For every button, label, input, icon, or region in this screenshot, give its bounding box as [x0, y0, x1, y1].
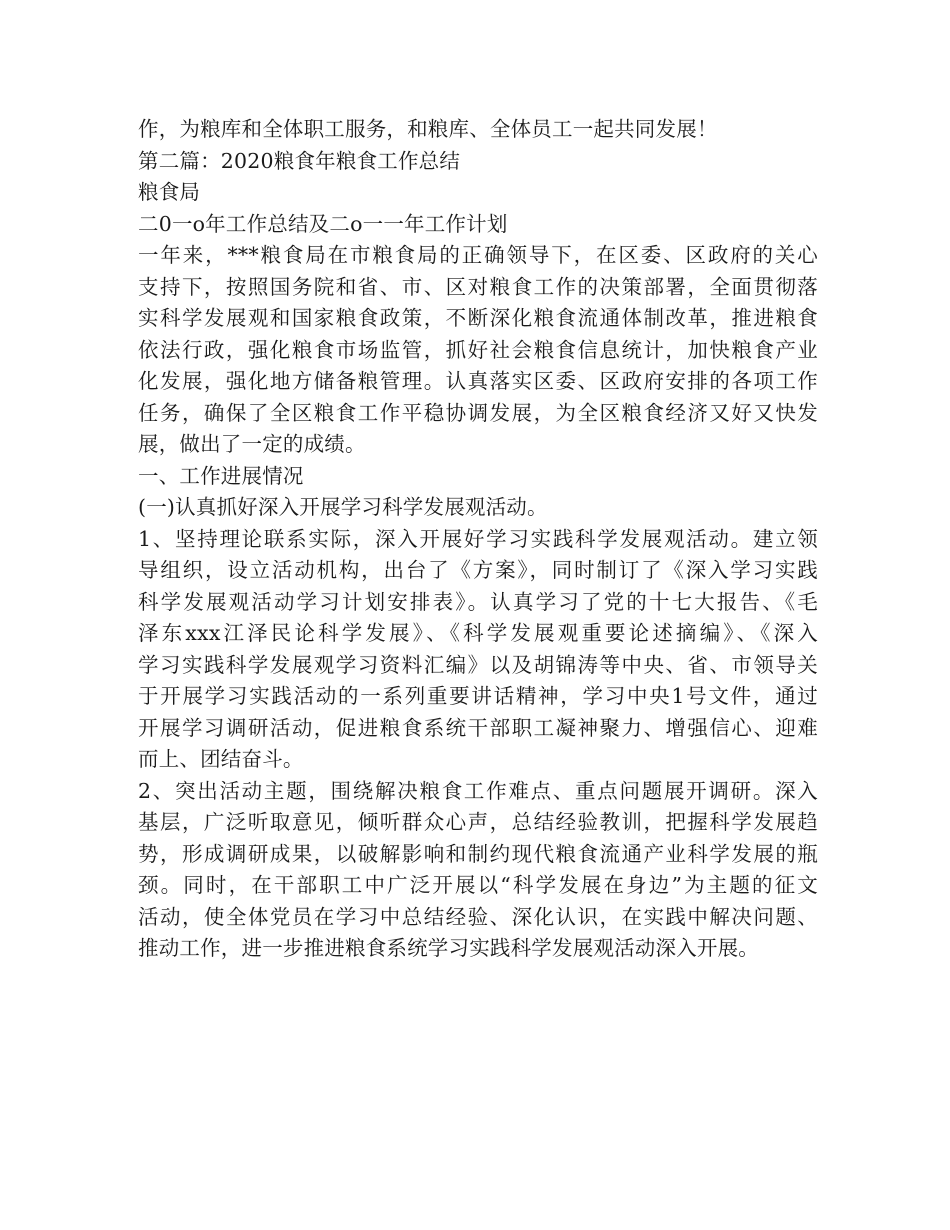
text-line: 展，做出了一定的成绩。 [138, 432, 366, 456]
text-line: 泽东xxx江泽民论科学发展》、《科学发展观重要论述摘编》、《深入 [138, 621, 818, 645]
text-line: 开展学习调研活动，促进粮食系统干部职工凝神聚力、增强信心、迎难 [138, 715, 818, 740]
text-line: 一年来，***粮食局在市粮食局的正确领导下，在区委、区政府的关心 [138, 243, 818, 267]
text-line: 而上、团结奋斗。 [138, 747, 304, 771]
text-line: 实科学发展观和国家粮食政策，不断深化粮食流通体制改革，推进粮食 [138, 306, 818, 330]
text-line: 二0一o年工作总结及二o一一年工作计划 [138, 211, 508, 236]
text-line: 支持下，按照国务院和省、市、区对粮食工作的决策部署，全面贯彻落 [138, 274, 818, 299]
text-line: 作，为粮库和全体职工服务，和粮库、全体员工一起共同发展！ [138, 117, 718, 141]
text-line: 依法行政，强化粮食市场监管，抓好社会粮食信息统计，加快粮食产业 [138, 337, 818, 362]
text-line: 活动，使全体党员在学习中总结经验、深化认识，在实践中解决问题、 [138, 904, 818, 929]
text-line: 势，形成调研成果，以破解影响和制约现代粮食流通产业科学发展的瓶 [138, 841, 818, 866]
text-line: (一)认真抓好深入开展学习科学发展观活动。 [138, 495, 548, 519]
text-line: 推动工作，进一步推进粮食系统学习实践科学发展观活动深入开展。 [138, 936, 759, 960]
text-line: 任务，确保了全区粮食工作平稳协调发展，为全区粮食经济又好又快发 [138, 400, 818, 425]
document-body [138, 114, 818, 965]
text-line: 第二篇：2020粮食年粮食工作总结 [138, 148, 461, 173]
text-line: 1、坚持理论联系实际，深入开展好学习实践科学发展观活动。建立领 [138, 526, 818, 551]
text-line: 科学发展观活动学习计划安排表》。认真学习了党的十七大报告、《毛 [138, 589, 818, 614]
text-line: 粮食局 [138, 180, 201, 204]
text-line: 基层，广泛听取意见，倾听群众心声，总结经验教训，把握科学发展趋 [138, 810, 818, 834]
text-line: 2、突出活动主题，围绕解决粮食工作难点、重点问题展开调研。深入 [138, 778, 818, 803]
text-line: 于开展学习实践活动的一系列重要讲话精神，学习中央1号文件，通过 [138, 684, 818, 708]
text-line: 导组织，设立活动机构，出台了《方案》，同时制订了《深入学习实践 [138, 558, 818, 582]
text-line: 一、工作进展情况 [138, 463, 304, 488]
text-line: 化发展，强化地方储备粮管理。认真落实区委、区政府安排的各项工作 [138, 369, 818, 393]
text-line: 颈。同时，在干部职工中广泛开展以“科学发展在身边”为主题的征文 [138, 873, 818, 897]
text-line: 学习实践科学发展观学习资料汇编》以及胡锦涛等中央、省、市领导关 [138, 652, 818, 677]
